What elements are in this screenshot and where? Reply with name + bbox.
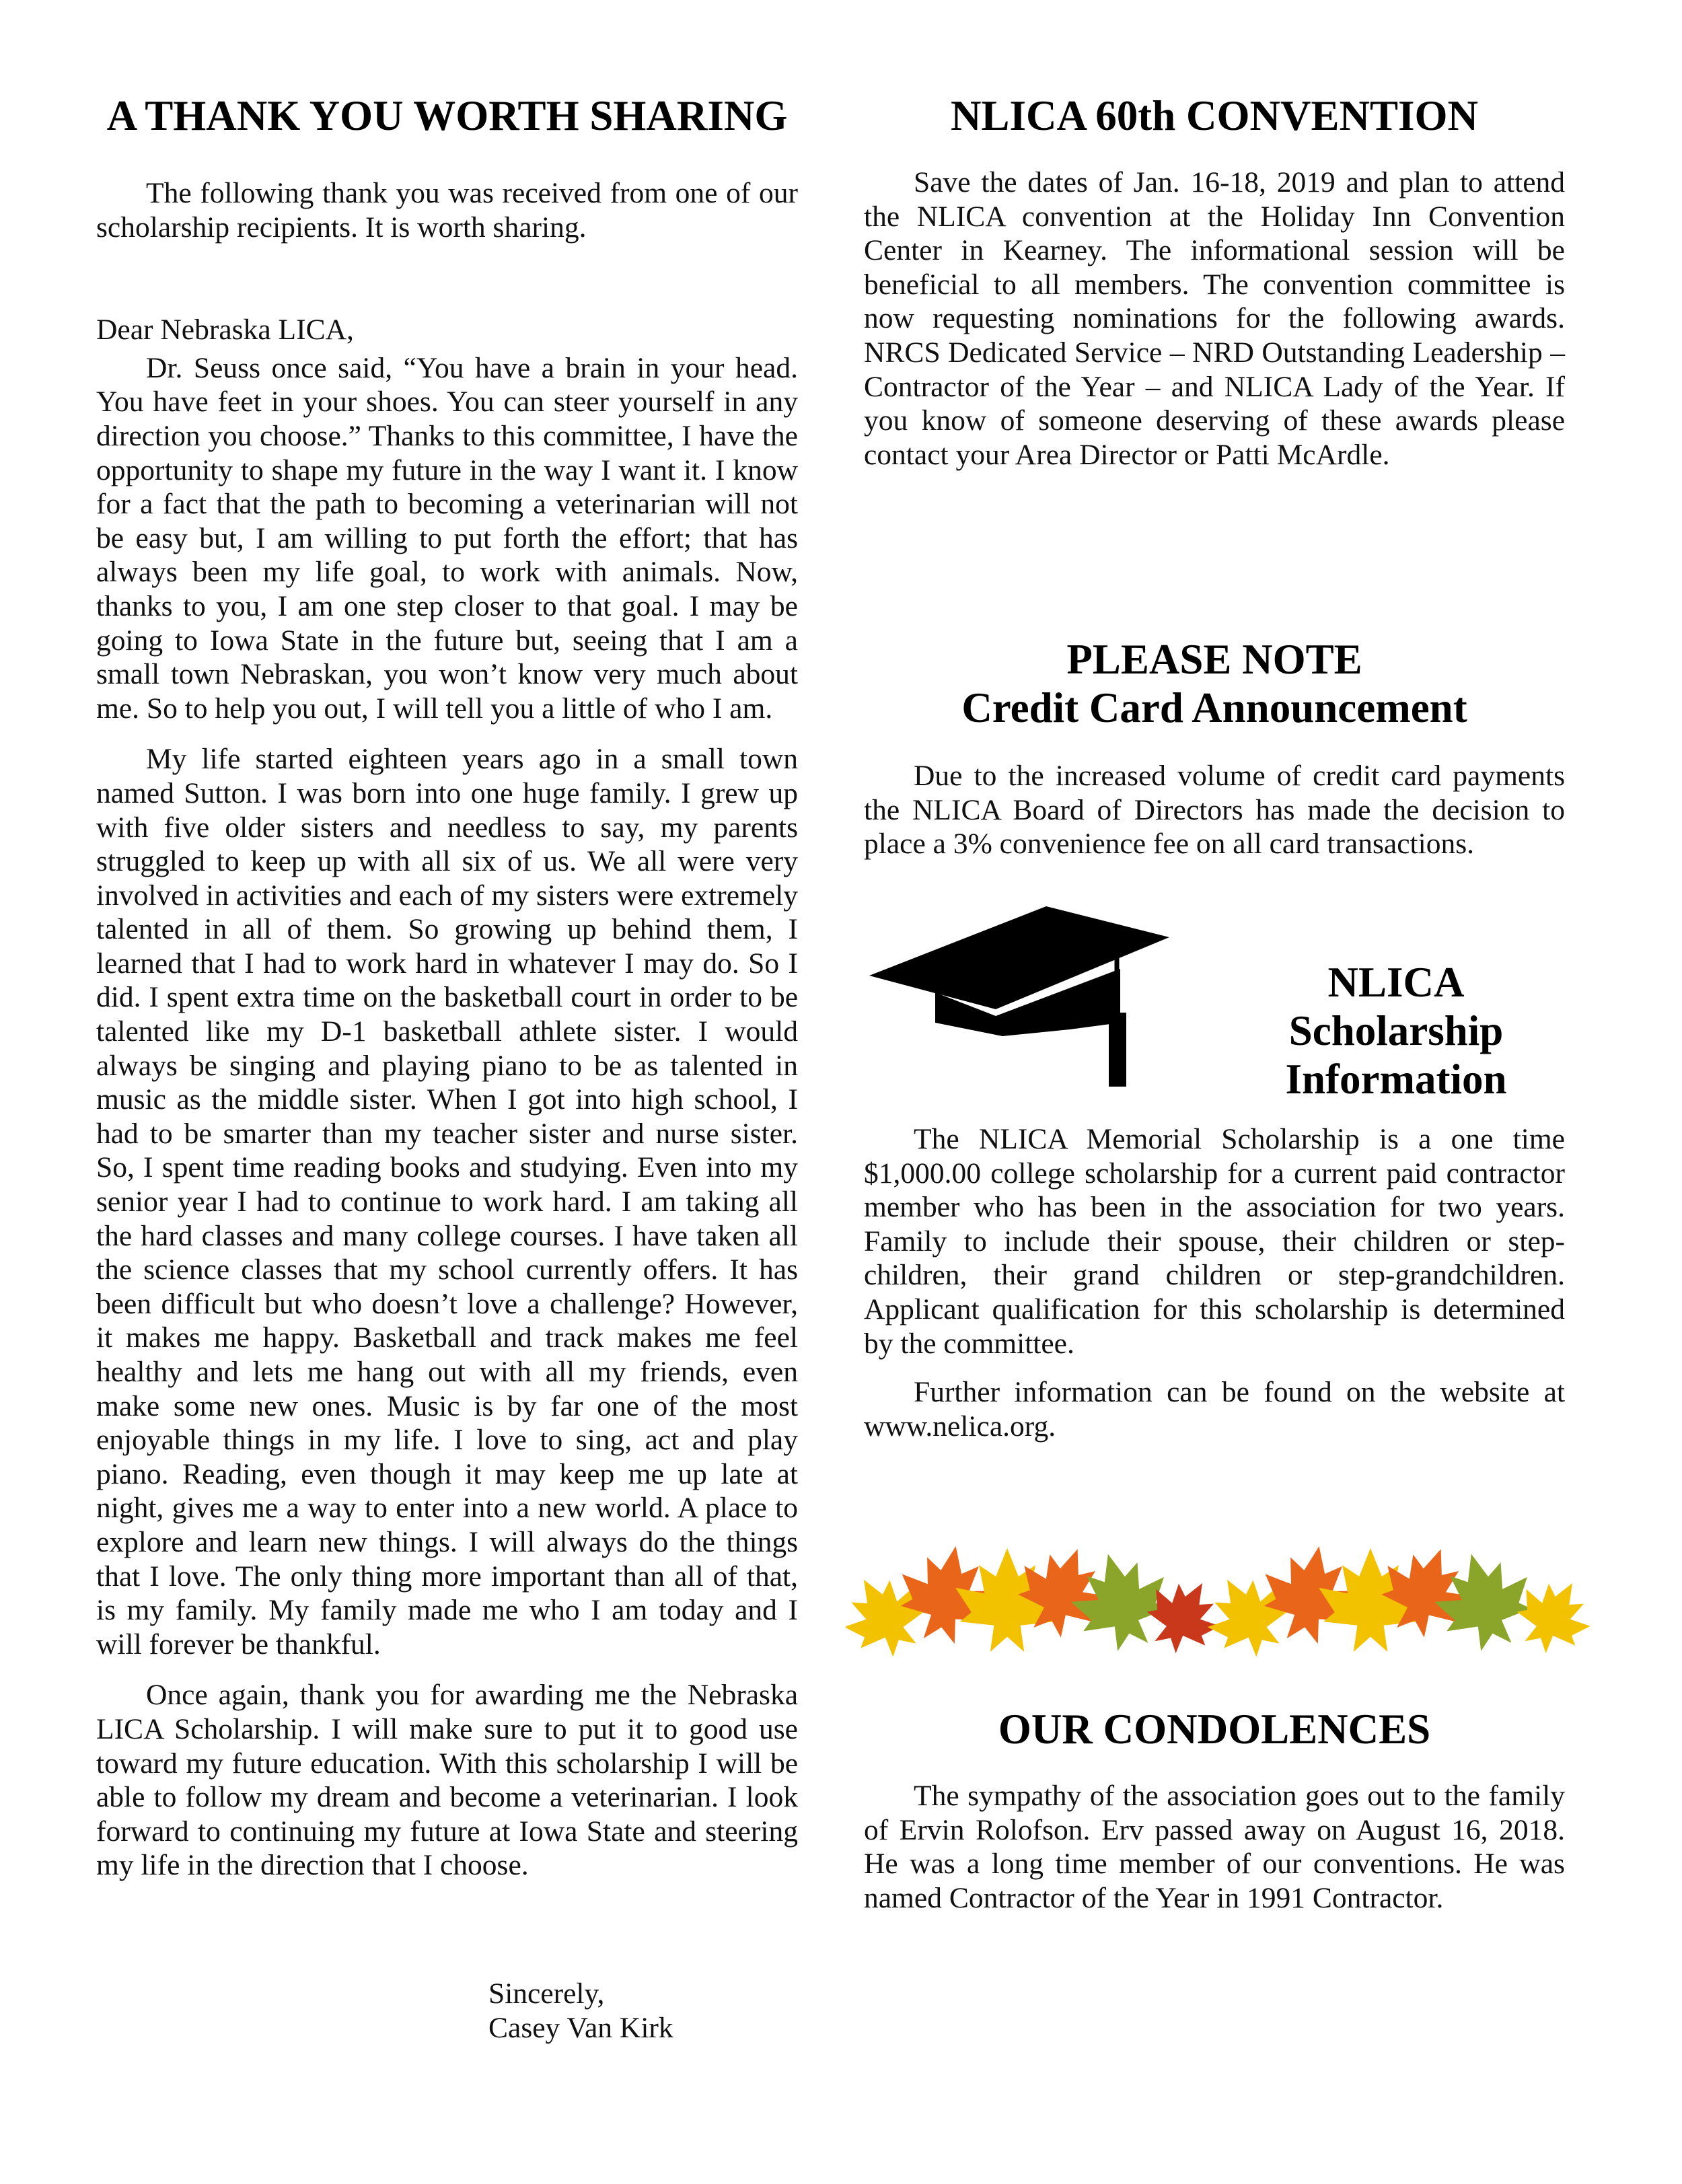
intro-paragraph: The following thank you was received from one of our scholarship recipients. It is worth sharing. xyxy=(96,177,798,244)
scholarship-heading-line3: Information xyxy=(1285,1056,1507,1103)
graduation-cap-icon xyxy=(868,905,1171,1090)
letter-signoff xyxy=(488,1977,673,2045)
note-heading-line2: Credit Card Announcement xyxy=(961,684,1467,731)
scholarship-body: The NLICA Memorial Scholarship is a one time $1,000.00 college scholarship for a current paid contractor member who has been in the association for two years. Family to include their spouse, their children or step-children, their grand children or step-grandchildren. Applicant qualification for this scholarship is determined by the committee. xyxy=(864,1123,1565,1360)
thank-you-article xyxy=(96,176,798,1883)
signature: Casey Van Kirk xyxy=(488,2011,673,2044)
autumn-leaves-image xyxy=(846,1524,1596,1682)
scholarship-heading-line1: NLICA xyxy=(1327,959,1465,1006)
scholarship-further-info: Further information can be found on the website at www.nelica.org. xyxy=(864,1376,1565,1443)
note-heading-line1: PLEASE NOTE xyxy=(1066,636,1362,683)
note-body: Due to the increased volume of credit card payments the NLICA Board of Directors has made the decision to place a 3% convenience fee on all card transactions. xyxy=(864,760,1565,861)
condolences-heading: OUR CONDOLENCES xyxy=(998,1706,1431,1753)
letter-paragraph: Dr. Seuss once said, “You have a brain in your head. You have feet in your shoes. You can steer yourself in any direction you choose.” Thanks to this committee, I have the opportunity to shape my future in the way I want it. I know for a fact that the path to becoming a veterinarian will not be easy but, I am willing to put forth the effort; that has always been my life goal, to work with animals. Now, thanks to you, I am one step closer to that goal. I may be going to Iowa State in the future but, seeing that I am a small town Nebraskan, you won’t know very much about me. So to help you out, I will tell you a little of who I am. xyxy=(96,351,798,725)
thank-you-heading: A THANK YOU WORTH SHARING xyxy=(106,92,788,139)
scholarship-section xyxy=(864,1122,1565,1443)
scholarship-heading xyxy=(1251,958,1541,1103)
scholarship-heading-line2: Scholarship xyxy=(1288,1007,1504,1054)
note-heading xyxy=(864,635,1565,732)
convention-body: Save the dates of Jan. 16-18, 2019 and plan to attend the NLICA convention at the Holiday Inn Convention Center in Kearney. The informational session will be beneficial to all members. The convention committee is now requesting nominations for the following awards. NRCS Dedicated Service – NRD Outstanding Leadership – Contractor of the Year – and NLICA Lady of the Year. If you know of someone deserving of these awards please contact your Area Director or Patti McArdle. xyxy=(864,166,1565,471)
salutation: Dear Nebraska LICA, xyxy=(96,314,354,347)
condolences-body: The sympathy of the association goes out to the family of Ervin Rolofson. Erv passed away on August 16, 2018. He was a long time member of our conventions. He was named Contractor of the Year in 1991 Contractor. xyxy=(864,1780,1565,1914)
convention-heading: NLICA 60th CONVENTION xyxy=(950,92,1479,139)
closing: Sincerely, xyxy=(488,1977,605,2010)
letter-paragraph: Once again, thank you for awarding me the Nebraska LICA Scholarship. I will make sure to put it to good use toward my future education. With this scholarship I will be able to follow my dream and become a veterinarian. I look forward to continuing my future at Iowa State and steering my life in the direction that I choose. xyxy=(96,1679,798,1882)
letter-paragraph: My life started eighteen years ago in a small town named Sutton. I was born into one huge family. I grew up with five older sisters and needless to say, my parents struggled to keep up with all six of us. We all were very involved in activities and each of my sisters were extremely talented in all of them. So growing up behind them, I learned that I had to work hard in whatever I may do. So I did. I spent extra time on the basketball court in order to be talented like my D-1 basketball athlete sister. I would always be singing and playing piano to be as talented in music as the middle sister. When I got into high school, I had to be smarter than my teacher sister and nurse sister. So, I spent time reading books and studying. Even into my senior year I had to continue to work hard. I am taking all the hard classes and many college courses. I have taken all the science classes that my school currently offers. It has been difficult but who doesn’t love a challenge? However, it makes me happy. Basketball and track makes me feel healthy and lets me hang out with all my friends, even make some new ones. Music is by far one of the most enjoyable things in my life. I love to sing, act and play piano. Reading, even though it may keep me up late at night, gives me a way to enter into a new world. A place to explore and learn new things. I will always do the things that I love. The only thing more important than all of that, is my family. My family made me who I am today and I will forever be thankful. xyxy=(96,743,798,1661)
